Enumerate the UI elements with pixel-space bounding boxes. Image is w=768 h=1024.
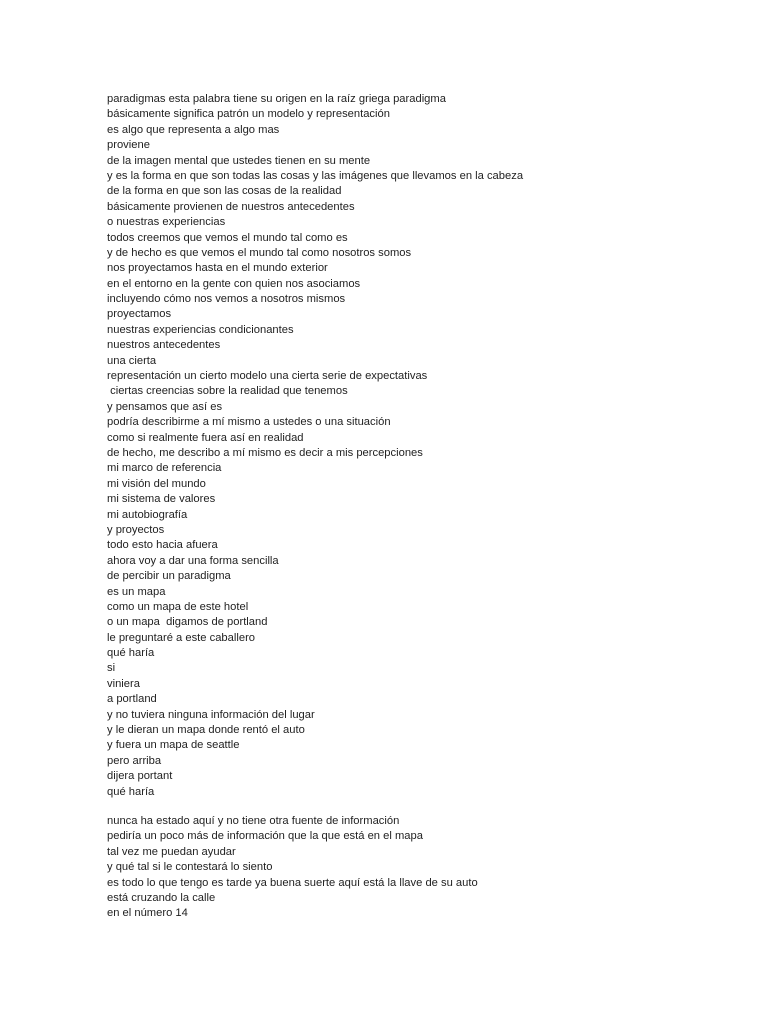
text-line: si: [107, 662, 116, 675]
text-line: una cierta: [107, 354, 157, 367]
text-line: representación un cierto modelo una cierta serie de expectativas: [107, 370, 428, 383]
text-line: viniera: [107, 677, 140, 690]
text-line: en el número 14: [107, 907, 188, 920]
text-line: básicamente significa patrón un modelo y representación: [107, 108, 390, 121]
text-line: y qué tal si le contestará lo siento: [107, 861, 273, 874]
text-line: de percibir un paradigma: [107, 570, 231, 583]
text-line: como un mapa de este hotel: [107, 600, 249, 613]
text-line: nuestros antecedentes: [107, 339, 221, 352]
text-line: de la imagen mental que ustedes tienen en su mente: [107, 154, 371, 167]
text-line: pero arriba: [107, 754, 162, 767]
text-line: tal vez me puedan ayudar: [107, 845, 236, 858]
text-line: qué haría: [107, 785, 155, 798]
text-line: está cruzando la calle: [107, 891, 216, 904]
text-line: o un mapa digamos de portland: [107, 616, 268, 629]
transcript-paragraph: [107, 92, 747, 800]
text-line: y de hecho es que vemos el mundo tal como nosotros somos: [107, 246, 412, 259]
text-line: es algo que representa a algo mas: [107, 123, 280, 136]
text-line: es todo lo que tengo es tarde ya buena suerte aquí está la llave de su auto: [107, 876, 478, 889]
text-line: y proyectos: [107, 523, 165, 536]
text-line: nunca ha estado aquí y no tiene otra fuente de información: [107, 815, 400, 827]
text-line: o nuestras experiencias: [107, 216, 226, 229]
text-line: proyectamos: [107, 308, 172, 321]
text-line: podría describirme a mí mismo a ustedes o una situación: [107, 416, 391, 429]
text-line: a portland: [107, 693, 157, 706]
text-line: mi autobiografía: [107, 508, 188, 521]
text-line: incluyendo cómo nos vemos a nosotros mismos: [107, 293, 346, 306]
text-line: como si realmente fuera así en realidad: [107, 431, 304, 444]
text-line: proviene: [107, 139, 150, 152]
text-line: pediría un poco más de información que la que está en el mapa: [107, 830, 423, 843]
text-line: nuestras experiencias condicionantes: [107, 323, 294, 336]
text-line: de la forma en que son las cosas de la realidad: [107, 185, 342, 198]
text-line: y fuera un mapa de seattle: [107, 739, 240, 752]
text-line: nos proyectamos hasta en el mundo exterior: [107, 262, 328, 275]
text-line: todos creemos que vemos el mundo tal como es: [107, 231, 348, 244]
text-line: qué haría: [107, 647, 155, 660]
text-line: es un mapa: [107, 585, 166, 598]
text-line: mi visión del mundo: [107, 477, 206, 490]
text-line: de hecho, me describo a mí mismo es decir a mis percepciones: [107, 446, 423, 459]
text-line: y le dieran un mapa donde rentó el auto: [107, 724, 305, 737]
text-line: básicamente provienen de nuestros antecedentes: [107, 200, 355, 213]
text-line: paradigmas esta palabra tiene su origen en la raíz griega paradigma: [107, 93, 446, 105]
text-line: mi sistema de valores: [107, 493, 216, 506]
text-line: le preguntaré a este caballero: [107, 631, 256, 644]
text-line: todo esto hacia afuera: [107, 539, 218, 552]
text-line: ahora voy a dar una forma sencilla: [107, 554, 279, 567]
text-line: y no tuviera ninguna información del lugar: [107, 708, 315, 721]
text-line: en el entorno en la gente con quien nos asociamos: [107, 277, 361, 290]
text-line: y pensamos que así es: [107, 400, 223, 413]
transcript-paragraph: [107, 814, 747, 922]
text-line: mi marco de referencia: [107, 462, 222, 475]
text-line: y es la forma en que son todas las cosas y las imágenes que llevamos en la cabeza: [107, 169, 524, 182]
text-line: dijera portant: [107, 770, 173, 783]
text-line: ciertas creencias sobre la realidad que tenemos: [107, 385, 348, 398]
